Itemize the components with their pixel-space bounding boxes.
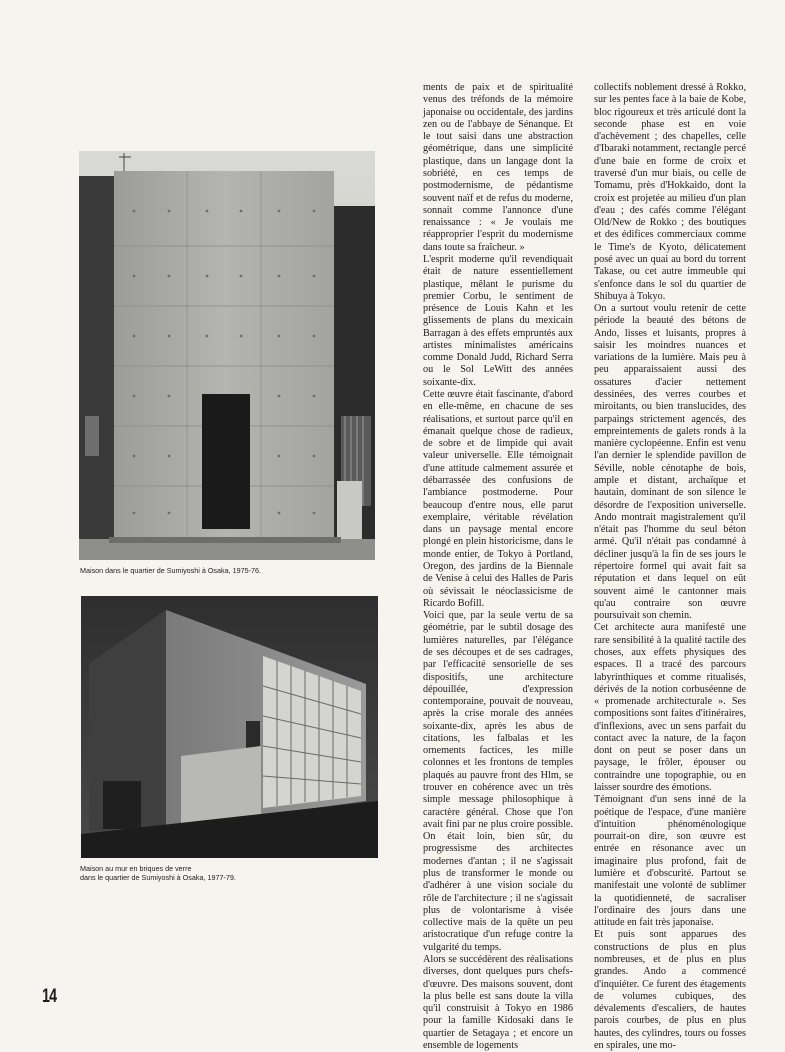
paragraph: Témoignant d'un sens inné de la poétique de l'espace, d'une manière d'intuition phénoménologique pourrait-on dire, son œuvre est entrée en résonance avec un imaginaire plus profond, fait de lumière et d'obscurité. Partout se manifestait une volonté de sublimer la quotidienneté, de sacraliser l'ordinaire des jours dans une attitude en fait très japonaise. [594, 794, 746, 929]
paragraph: Cet architecte aura manifesté une rare sensibilité à la qualité tactile des choses, aux effets physiques des espaces. Il a tracé des parcours labyrinthiques et comme ritualisés, dérivés de la notion corbuséenne de « promenade architecturale ». Ses compositions sont faites d'itinéraires, d'inflexions, avec un sens parfait du contact avec la nature, de la façon dont on peut se poser dans un paysage, le frôler, épouser ou contraindre une topographie, ou en laisser sourdre des émotions. [594, 622, 746, 794]
figure-caption-2-line-2: dans le quartier de Sumiyoshi à Osaka, 1977-79. [80, 873, 236, 882]
paragraph: Et puis sont apparues des constructions de plus en plus nombreuses, et de plus en plus grandes. Ando a commencé d'inquiéter. Ce furent des étagements de volumes cubiques, des dévalements d'escaliers, de hautes parois courbes, de plus en plus hautes, des cylindres, tours ou fosses en spirales, une mo- [594, 929, 746, 1051]
paragraph: collectifs noblement dressé à Rokko, sur les pentes face à la baie de Kobe, bloc rigoureux et très articulé dont la seconde phase est en voie d'achèvement ; des chapelles, celle d'Ibaraki notamment, rectangle percé d'une baie en forme de croix et traversé d'un mur biais, ou celle de Tomamu, près d'Hokkaido, dont la croix est projetée au milieu d'un plan d'eau ; des cafés comme l'élégant Old/New de Rokko ; des boutiques et des édifices commerciaux comme le Time's de Kyoto, délicatement posé avec un quai au bord du torrent Takase, ou cet autre immeuble qui s'enfonce dans le sol du quartier de Shibuya à Tokyo. [594, 82, 746, 302]
photo-glass-brick-house [81, 596, 378, 858]
page-number: 14 [42, 986, 57, 1007]
paragraph: L'esprit moderne qu'il revendiquait était de nature essentiellement plastique, mêlant le purisme du premier Corbu, le sentiment de présence de Louis Kahn et les glissements de plans du mexicain Barragan à des effets empruntés aux artistes minimalistes américains comme Donald Judd, Richard Serra ou le Sol LeWitt des années soixante-dix. [423, 253, 573, 388]
figure-caption-2 [80, 864, 380, 882]
photo-concrete-house [79, 151, 375, 560]
text-column-2 [594, 82, 746, 1051]
figure-caption-2-line-1: Maison au mur en briques de verre [80, 864, 192, 873]
paragraph: ments de paix et de spiritualité venus des tréfonds de la mémoire japonaise ou occidentale, des jardins zen ou de l'abbaye de Sénanque. Et le tout saisi dans une abstraction géométrique, dans une simplicité plastique, dans un langage dont la sobriété, en ces temps de postmodernisme, de pédantisme souvent naïf et de refus du moderne, sonnait comme l'annonce d'une renaissance : « Je voulais me réapproprier l'esprit du modernisme dans toute sa fraîcheur. » [423, 82, 573, 253]
paragraph: Voici que, par la seule vertu de sa géométrie, par le subtil dosage des lumières naturelles, par l'élégance de ses découpes et de ses cadrages, par l'efficacité sensorielle de ses dispositifs, une architecture dépouillée, d'expression contemporaine, pouvait de nouveau, après la crise morale des années soixante-dix, après les abus de citations, les falbalas et les ornements factices, les mille colonnes et les frontons de temples plaqués au pauvre front des Hlm, se trouver en cohérence avec un très simple message philosophique à caractère général. Chose que l'on avait fini par ne plus croire possible. On était loin, bien sûr, du progressisme des architectes modernes d'antan ; il ne s'agissait plus de transformer le monde ou d'adhérer à une vision sociale du rôle de l'architecture ; il ne s'agissait plus de volontarisme à visée collective mais de la quête un peu aristocratique d'un refuge contre la vulgarité du temps. [423, 610, 573, 953]
photo-concrete-house-image [79, 151, 375, 560]
paragraph: Alors se succédèrent des réalisations diverses, dont quelques purs chefs-d'œuvre. Des maisons souvent, dont la plus belle est sans doute la villa qu'il construisit à Tokyo en 1986 pour la famille Kidosaki dans le quartier de Setagaya ; et encore un ensemble de logements [423, 953, 573, 1051]
figure-caption-1: Maison dans le quartier de Sumiyoshi à Osaka, 1975-76. [80, 566, 261, 575]
paragraph: On a surtout voulu retenir de cette période la beauté des bétons de Ando, lisses et luisants, propres à saisir les moindres nuances et variations de la lumière. Mais peu à peu apparaissaient aussi des ossatures d'acier nettement dessinées, des verres courbes et miroitants, ou bien translucides, des parpaings strictement agencés, des empreintements de galets ronds à la manière cyclopéenne. Enfin est venu l'an dernier le splendide pavillon de Séville, noble cénotaphe de bois, ample et distant, archaïque et hautain, dominant de son silence le désordre de l'exposition universelle. Ando montrait magistralement qu'il n'était pas l'homme du seul béton armé. Qu'il n'était pas condamné à décliner jusqu'à la fin de ses jours le répertoire formel qui avait fait sa réputation et dans lequel on eût souvent aimé le cantonner mais qu'au contraire son œuvre poursuivait son chemin. [594, 303, 746, 622]
paragraph: Cette œuvre était fascinante, d'abord en elle-même, en chacune de ses réalisations, et surtout parce qu'il en émanait quelque chose de radieux, de sobre et de limpide qui avait valeur universelle. Elle témoignait d'une attitude calmement assurée et débarrassée des confusions de l'ambiance postmoderne. Pour beaucoup d'entre nous, elle parut exemplaire, véritable révélation dans un paysage mental encore plongé en plein historicisme, dans le monde entier, de Tokyo à Portland, Oregon, des jardins de la Biennale de Venise à celui des Halles de Paris où sévissait le néoclassicisme de Ricardo Bofill. [423, 389, 573, 609]
photo-glass-brick-house-image [81, 596, 378, 858]
text-column-1 [423, 82, 573, 1051]
